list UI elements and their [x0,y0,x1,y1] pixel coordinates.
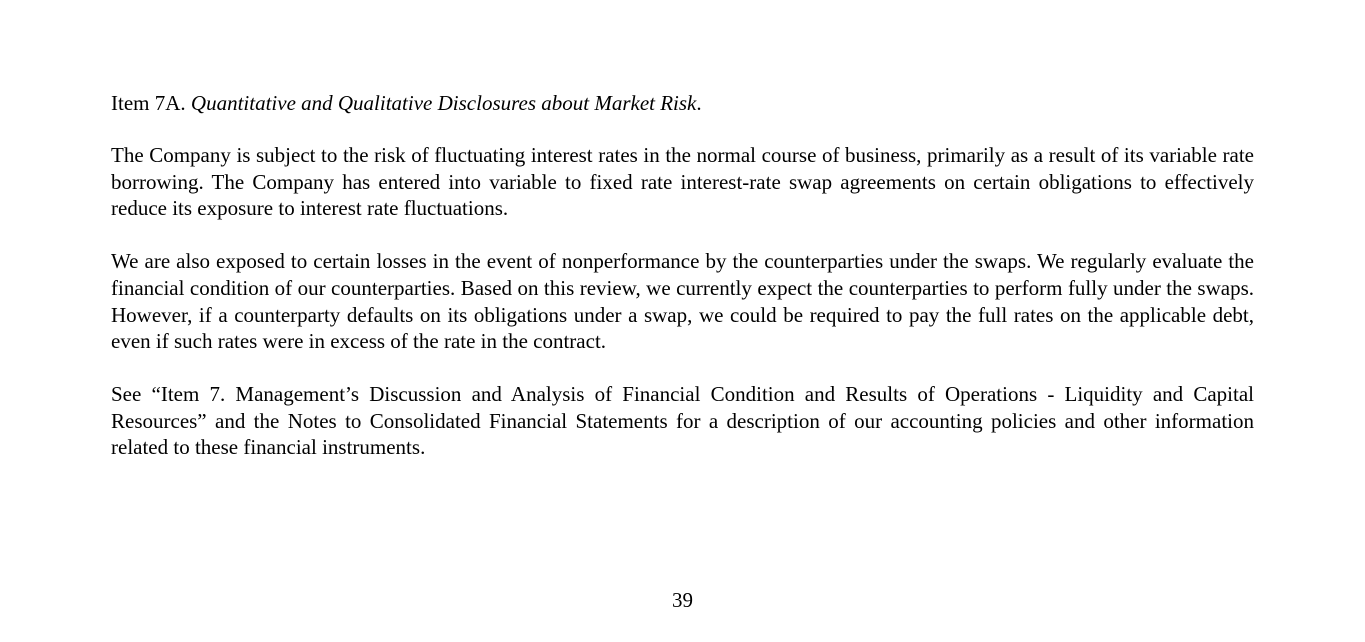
section-title-period: . [696,91,702,115]
item-label: Item 7A. [111,91,186,115]
document-page [111,88,1254,487]
section-heading [111,88,1254,118]
section-title: Quantitative and Qualitative Disclosures about Market Risk [190,91,697,115]
page-number: 39 [672,588,693,612]
paragraph-interest-rate-risk: The Company is subject to the risk of fluctuating interest rates in the normal course of business, primarily as a result of its variable rate borrowing. The Company has entered into variable to fixed rate interest-rate swap agreements on certain obligations to effectively reduce its exposure to interest rate fluctuations. [111,143,1254,221]
paragraph-cross-reference: See “Item 7. Management’s Discussion and Analysis of Financial Condition and Results of Operations - Liquidity and Capital Resources” and the Notes to Consolidated Financial Statements for a description of our accounting policies and other information related to these financial instruments. [111,381,1254,460]
paragraph-counterparty-risk: We are also exposed to certain losses in the event of nonperformance by the counterparties under the swaps. We regularly evaluate the financial condition of our counterparties. Based on this review, we currently expect the counterparties to perform fully under the swaps. However, if a counterparty defaults on its obligations under a swap, we could be required to pay the full rates on the applicable debt, even if such rates were in excess of the rate in the contract. [111,249,1254,354]
